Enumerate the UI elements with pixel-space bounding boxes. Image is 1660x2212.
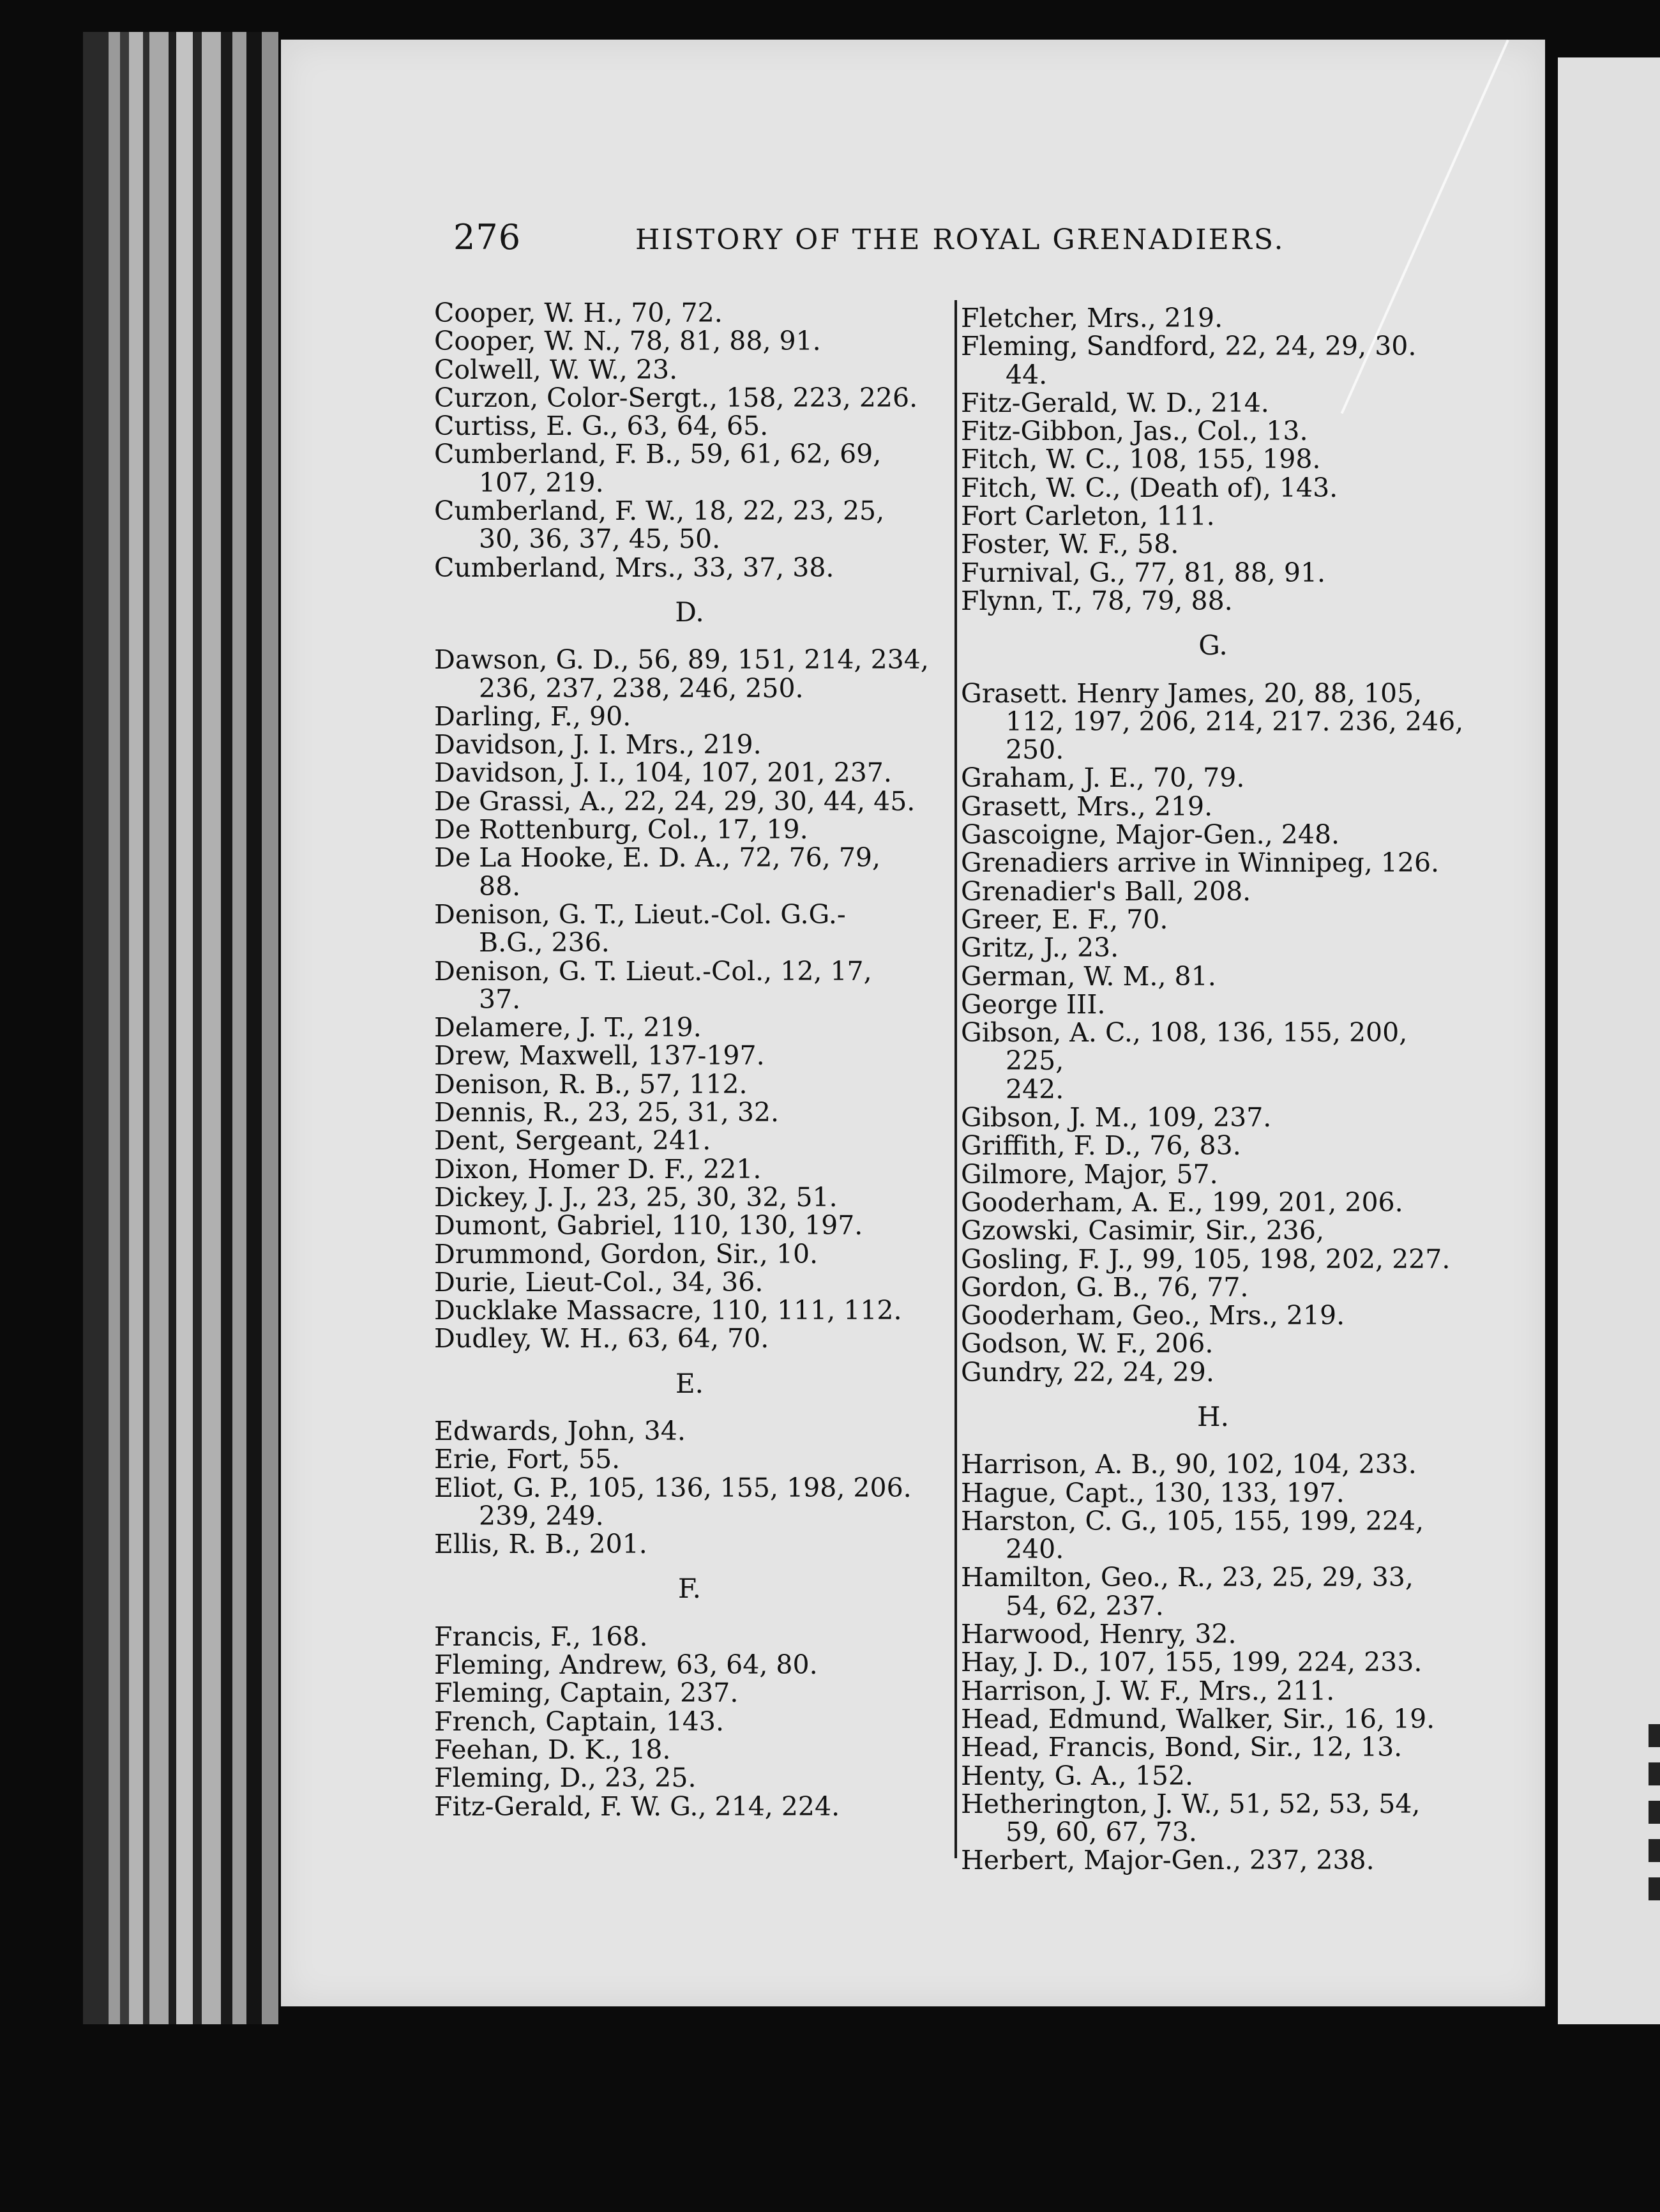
entry-line: Hamilton, Geo., R., 23, 25, 29, 33, [961,1562,1414,1593]
index-entry [434,1530,945,1558]
entry-line: Graham, J. E., 70, 79. [961,762,1245,794]
entry-line: Dumont, Gabriel, 110, 130, 197. [434,1210,863,1241]
entry-line: Cumberland, F. B., 59, 61, 62, 69, [434,439,882,470]
entry-line: 112, 197, 206, 214, 217. 236, 246, [1006,706,1464,737]
entry-line: Durie, Lieut-Col., 34, 36. [434,1266,764,1298]
index-entry [961,1188,1465,1216]
entry-line: Cooper, W. H., 70, 72. [434,298,723,328]
index-entry [961,1479,1465,1507]
index-entry [434,554,945,582]
entry-line: Foster, W. F., 58. [961,529,1179,560]
entry-line: 242. [1006,1073,1064,1105]
entry-line: Dixon, Homer D. F., 221. [434,1153,762,1185]
index-entry [961,1245,1465,1273]
entry-line: Greer, E. F., 70. [961,904,1168,935]
entry-line: Grenadiers arrive in Winnipeg, 126. [961,847,1440,879]
entry-line: 30, 36, 37, 45, 50. [479,524,721,555]
entry-line: Gibson, J. M., 109, 237. [961,1102,1272,1133]
entry-line: 88. [479,870,521,902]
entry-line: Dent, Sergeant, 241. [434,1125,711,1156]
index-entry [961,934,1465,962]
page-edges [83,32,287,2024]
entry-line: Gilmore, Major, 57. [961,1158,1218,1190]
entry-line: Denison, G. T. Lieut.-Col., 12, 17, [434,955,872,987]
entry-line: Grasett. Henry James, 20, 88, 105, [961,678,1422,709]
entry-line: Feehan, D. K., 18. [434,1734,671,1765]
index-entry [434,1708,945,1736]
entry-line: Fleming, Andrew, 63, 64, 80. [434,1649,818,1681]
index-entry [961,474,1465,502]
index-entry [434,1736,945,1764]
entry-line: Delamere, J. T., 219. [434,1012,702,1043]
entry-line: 250. [1006,734,1064,766]
entry-line: Fitz-Gibbon, Jas., Col., 13. [961,416,1308,447]
entry-line: Herbert, Major-Gen., 237, 238. [961,1845,1375,1876]
index-entry [961,1301,1465,1329]
section-letter [434,1367,945,1399]
entry-line: Francis, F., 168. [434,1621,648,1652]
index-entry [434,327,945,355]
entry-line: Gooderham, A. E., 199, 201, 206. [961,1186,1403,1218]
entry-line: Edwards, John, 34. [434,1415,686,1446]
entry-line: Curzon, Color-Sergt., 158, 223, 226. [434,382,918,413]
index-entry [434,1098,945,1126]
entry-line: Colwell, W. W., 23. [434,354,678,385]
entry-line: Gzowski, Casimir, Sir., 236, [961,1215,1324,1246]
entry-line: De Rottenburg, Col., 17, 19. [434,814,808,845]
entry-line: Gibson, A. C., 108, 136, 155, 200, 225, [961,1017,1408,1077]
entry-line: Fitch, W. C., 108, 155, 198. [961,444,1321,475]
index-entry [961,559,1465,587]
entry-line: Harrison, A. B., 90, 102, 104, 233. [961,1449,1417,1480]
index-entry [434,412,945,440]
index-entry [961,905,1465,934]
entry-line: Hetherington, J. W., 51, 52, 53, 54, [961,1788,1421,1819]
entry-line: Drew, Maxwell, 137-197. [434,1040,765,1072]
entry-line: Griffith, F. D., 76, 83. [961,1130,1241,1162]
index-entry [961,1450,1465,1478]
entry-line: Furnival, G., 77, 81, 88, 91. [961,557,1326,588]
index-entry [961,1846,1465,1874]
facing-page [1558,57,1660,2024]
index-entry [434,957,945,1014]
entry-line: George III. [961,989,1106,1020]
index-entry [434,1240,945,1268]
entry-line: Fleming, Sandford, 22, 24, 29, 30. 44. [961,331,1417,390]
index-entry [961,389,1465,417]
entry-line: Harrison, J. W. F., Mrs., 211. [961,1675,1335,1706]
index-entry [434,1764,945,1792]
entry-line: Gordon, G. B., 76, 77. [961,1271,1249,1303]
entry-line: Erie, Fort, 55. [434,1444,621,1475]
index-entry [434,1211,945,1239]
index-entry [961,445,1465,473]
index-entry [434,759,945,787]
index-entry [434,844,945,900]
index-entry [434,787,945,815]
facing-page-text-fragments [1649,1724,1660,1909]
index-entry [434,384,945,412]
index-entry [434,1474,945,1531]
index-entry [434,646,945,702]
index-entry [434,440,945,497]
index-entry [434,1623,945,1651]
entry-line: Fletcher, Mrs., 219. [961,303,1223,333]
entry-line: B.G., 236. [479,927,610,958]
index-entry [961,1329,1465,1358]
index-entry [434,356,945,384]
index-entry [434,702,945,731]
entry-line: 59, 60, 67, 73. [1006,1817,1197,1848]
entry-line: Dennis, R., 23, 25, 31, 32. [434,1097,780,1128]
index-entry [434,299,945,327]
index-entry [961,1677,1465,1705]
index-entry [961,1790,1465,1847]
index-entry [434,1013,945,1042]
entry-line: 107, 219. [479,467,604,498]
index-entry [961,304,1465,332]
index-entry [434,1268,945,1296]
index-entry [434,1155,945,1183]
index-entry [961,502,1465,530]
index-entry [961,1563,1465,1620]
index-entry [961,1507,1465,1564]
index-column-left [434,299,945,1821]
entry-line: Fitz-Gerald, W. D., 214. [961,387,1269,418]
index-entry [434,900,945,957]
entry-line: Fleming, D., 23, 25. [434,1762,697,1794]
index-entry [961,1705,1465,1733]
index-entry [961,417,1465,445]
entry-line: Harwood, Henry, 32. [961,1619,1237,1650]
index-entry [961,877,1465,905]
page-number: 276 [453,217,522,257]
entry-line: Gritz, J., 23. [961,932,1119,964]
index-entry [961,1160,1465,1188]
index-entry [434,1651,945,1679]
entry-line: De Grassi, A., 22, 24, 29, 30, 44, 45. [434,785,916,817]
entry-line: Fitch, W. C., (Death of), 143. [961,472,1338,503]
entry-line: Eliot, G. P., 105, 136, 155, 198, 206. [434,1472,912,1503]
entry-line: Hay, J. D., 107, 155, 199, 224, 233. [961,1647,1422,1678]
entry-line: Drummond, Gordon, Sir., 10. [434,1238,819,1269]
entry-line: Davidson, J. I. Mrs., 219. [434,729,762,761]
entry-line: 54, 62, 237. [1006,1590,1164,1621]
entry-line: G. [1198,630,1228,662]
entry-line: H. [1197,1400,1229,1432]
entry-line: Flynn, T., 78, 79, 88. [961,585,1233,616]
entry-line: Ducklake Massacre, 110, 111, 112. [434,1295,902,1326]
index-entry [434,1296,945,1324]
index-entry [434,1445,945,1473]
index-entry [961,530,1465,558]
index-entry [434,1126,945,1155]
running-header [453,217,1322,262]
entry-line: Curtiss, E. G., 63, 64, 65. [434,411,769,442]
entry-line: Gundry, 22, 24, 29. [961,1356,1214,1388]
entry-line: D. [675,596,704,628]
index-entry [961,821,1465,849]
index-entry [961,792,1465,821]
entry-line: Godson, W. F., 206. [961,1328,1214,1360]
index-entry [434,497,945,554]
index-entry [961,1103,1465,1132]
index-entry [434,731,945,759]
running-title: HISTORY OF THE ROYAL GRENADIERS. [635,223,1285,256]
entry-line: 37. [479,983,521,1015]
index-entry [961,1273,1465,1301]
index-entry [434,1792,945,1821]
index-entry [961,764,1465,792]
entry-line: Ellis, R. B., 201. [434,1529,647,1560]
entry-line: F. [678,1573,701,1605]
section-letter [961,632,1465,660]
entry-line: Head, Edmund, Walker, Sir., 16, 19. [961,1703,1435,1734]
entry-line: Harston, C. G., 105, 155, 199, 224, [961,1505,1424,1536]
entry-line: Hague, Capt., 130, 133, 197. [961,1477,1345,1508]
entry-line: Fort Carleton, 111. [961,501,1215,532]
index-entry [961,1762,1465,1790]
entry-line: Denison, R. B., 57, 112. [434,1068,748,1100]
entry-line: Gascoigne, Major-Gen., 248. [961,819,1340,851]
entry-line: German, W. M., 81. [961,960,1216,992]
entry-line: E. [675,1367,704,1399]
entry-line: Darling, F., 90. [434,701,631,732]
index-entry [434,1679,945,1707]
entry-line: 239, 249. [479,1500,604,1531]
index-entry [434,1324,945,1352]
section-letter [434,598,945,626]
entry-line: French, Captain, 143. [434,1706,725,1737]
entry-line: Dawson, G. D., 56, 89, 151, 214, 234, [434,644,929,676]
entry-line: Cumberland, F. W., 18, 22, 23, 25, [434,496,885,527]
index-entry [961,1733,1465,1761]
index-entry [434,1070,945,1098]
index-entry [961,587,1465,615]
index-entry [434,1042,945,1070]
entry-line: 236, 237, 238, 246, 250. [479,672,804,704]
index-entry [961,332,1465,389]
column-rule [954,300,957,1858]
entry-line: Head, Francis, Bond, Sir., 12, 13. [961,1732,1403,1763]
index-entry [434,1183,945,1211]
section-letter [961,1400,1465,1432]
index-entry [434,815,945,844]
entry-line: Grenadier's Ball, 208. [961,875,1251,907]
entry-line: 240. [1006,1534,1064,1565]
index-column-right [961,304,1465,1875]
section-letter [434,1575,945,1603]
entry-line: Cooper, W. N., 78, 81, 88, 91. [434,326,821,357]
index-entry [961,962,1465,990]
entry-line: Cumberland, Mrs., 33, 37, 38. [434,552,834,583]
entry-line: Gosling, F. J., 99, 105, 198, 202, 227. [961,1243,1451,1275]
entry-line: Denison, G. T., Lieut.-Col. G.G.- [434,898,846,930]
entry-line: De La Hooke, E. D. A., 72, 76, 79, [434,842,881,874]
entry-line: Fleming, Captain, 237. [434,1678,739,1709]
index-entry [961,1620,1465,1648]
index-entry [961,1019,1465,1103]
entry-line: Fitz-Gerald, F. W. G., 214, 224. [434,1791,840,1822]
index-entry [961,1132,1465,1160]
index-entry [961,1358,1465,1386]
entry-line: Grasett, Mrs., 219. [961,791,1213,822]
index-entry [961,1648,1465,1676]
index-entry [961,849,1465,877]
entry-line: Dudley, W. H., 63, 64, 70. [434,1323,769,1354]
entry-line: Dickey, J. J., 23, 25, 30, 32, 51. [434,1181,838,1213]
index-entry [961,1216,1465,1245]
index-entry [434,1417,945,1445]
entry-line: Henty, G. A., 152. [961,1760,1194,1791]
index-entry [961,679,1465,764]
index-entry [961,990,1465,1019]
entry-line: Gooderham, Geo., Mrs., 219. [961,1300,1345,1331]
entry-line: Davidson, J. I., 104, 107, 201, 237. [434,757,892,789]
